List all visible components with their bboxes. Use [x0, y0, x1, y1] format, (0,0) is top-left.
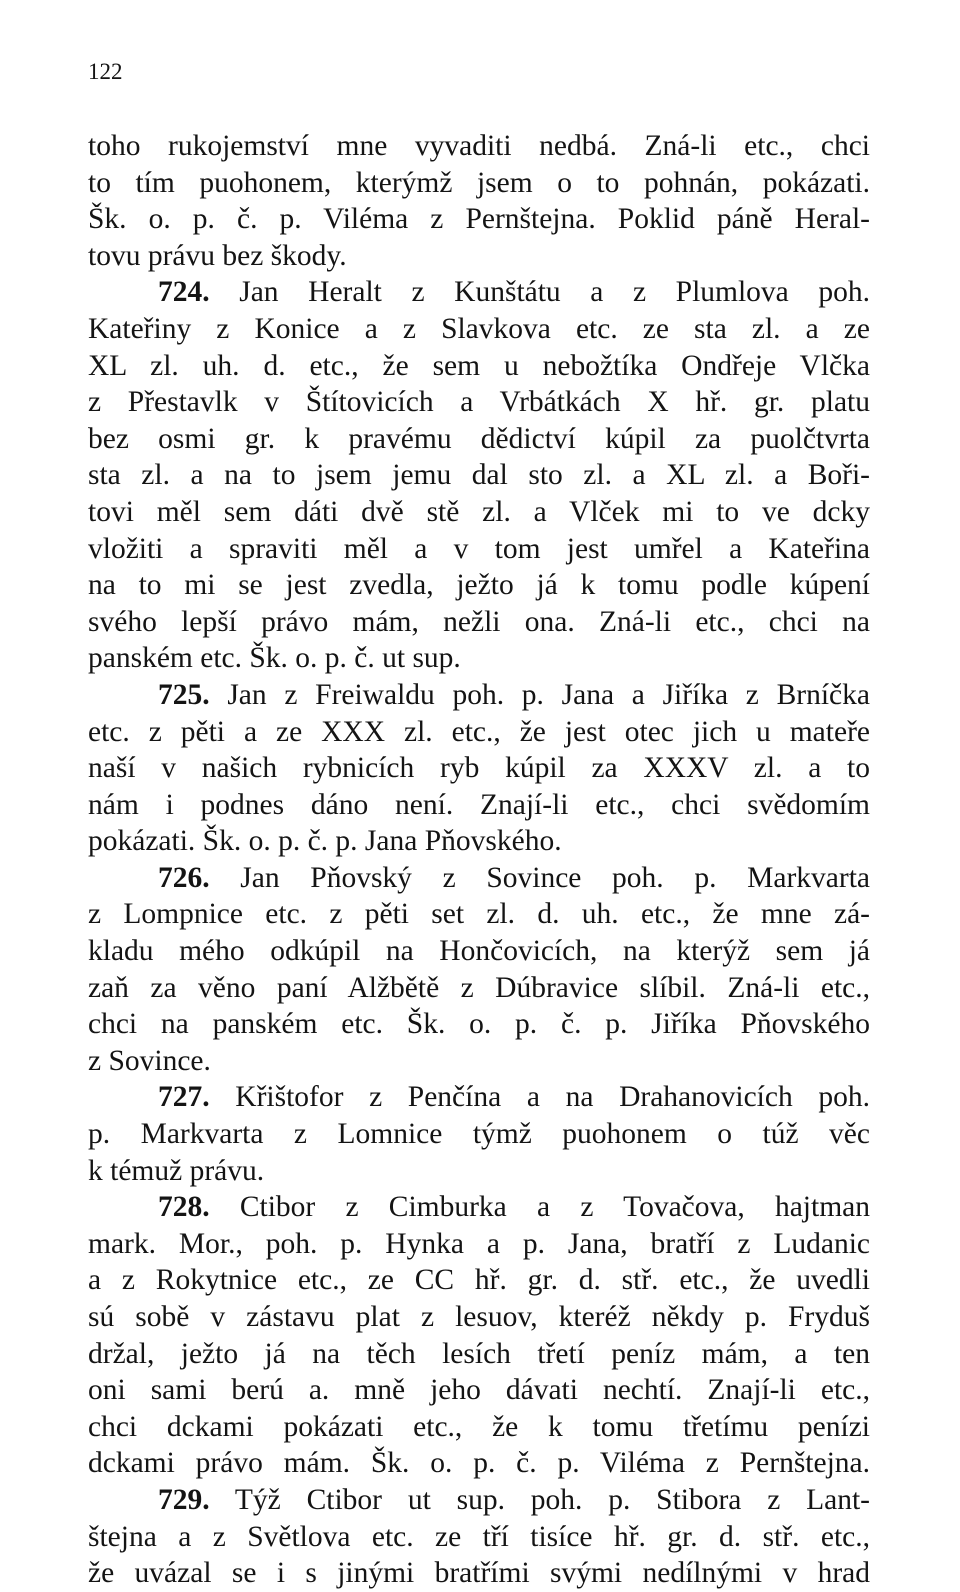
line-text: dckami právo mám. Šk. o. p. č. p. Viléma z Pernštejna.: [88, 1447, 870, 1480]
line-text: sú sobě v zástavu plat z lesuov, kteréž někdy p. Fryduš: [88, 1301, 870, 1333]
text-line: [88, 457, 870, 494]
text-line: [88, 494, 870, 531]
line-text: svého lepší právo mám, nežli ona. Zná-li etc., chci na: [88, 605, 870, 638]
line-text: Jan Heralt z Kunštátu a z Plumlova poh.: [209, 276, 870, 309]
text-line: [88, 238, 870, 275]
line-text: vložiti a spraviti měl a v tom jest umřel a Kateřina: [88, 532, 870, 565]
line-text: z Sovince.: [88, 1044, 211, 1077]
text-line: [88, 1445, 870, 1482]
text-line: [88, 1519, 870, 1556]
text-line: [88, 384, 870, 421]
line-text: pokázati. Šk. o. p. č. p. Jana Pňovského.: [88, 825, 562, 858]
line-text: Kateřiny z Konice a z Slavkova etc. ze sta zl. a ze: [88, 312, 870, 345]
line-text: Jan Pňovský z Sovince poh. p. Markvarta: [209, 861, 870, 894]
text-line: [88, 1409, 870, 1446]
line-text: Týž Ctibor ut sup. poh. p. Stibora z Lant-: [209, 1483, 870, 1516]
text-line: [88, 1372, 870, 1409]
text-line: [88, 714, 870, 751]
text-line: [88, 128, 870, 165]
line-text: a z Rokytnice etc., ze CC hř. gr. d. stř. etc., že uvedli: [88, 1264, 870, 1297]
body-text: [88, 128, 870, 1592]
line-text: Ctibor z Cimburka a z Tovačova, hajtman: [209, 1191, 870, 1224]
line-text: XL zl. uh. d. etc., že sem u nebožtíka Ondřeje Vlčka: [88, 349, 870, 382]
line-text: k témuž právu.: [88, 1154, 265, 1187]
text-line: [88, 933, 870, 970]
line-text: nám i podnes dáno není. Znají-li etc., chci svědomím: [88, 788, 870, 821]
line-text: Jan z Freiwaldu poh. p. Jana a Jiříka z Brníčka: [209, 678, 870, 711]
line-text: štejna a z Světlova etc. ze tří tisíce hř. gr. d. stř. etc.,: [88, 1520, 870, 1553]
line-text: toho rukojemství mne vyvaditi nedbá. Zná-li etc., chci: [88, 130, 870, 162]
line-text: Šk. o. p. č. p. Viléma z Pernštejna. Poklid páně Heral-: [88, 203, 870, 236]
text-line: [88, 1262, 870, 1299]
line-text: sta zl. a na to jsem jemu dal sto zl. a XL zl. a Boři-: [88, 459, 870, 492]
text-line: [88, 1226, 870, 1263]
line-text: mark. Mor., poh. p. Hynka a p. Jana, bratří z Ludanic: [88, 1227, 870, 1260]
text-line: [88, 1116, 870, 1153]
text-line: [88, 787, 870, 824]
text-line: [88, 1153, 870, 1190]
text-line: [88, 201, 870, 238]
text-line: [88, 311, 870, 348]
line-text: na to mi se jest zvedla, ježto já k tomu podle kúpení: [88, 569, 870, 602]
line-text: tovi měl sem dáti dvě stě zl. a Vlček mi to ve dcky: [88, 495, 870, 528]
line-text: z Přestavlk v Štítovicích a Vrbátkách X hř. gr. platu: [88, 386, 870, 419]
text-line: [88, 348, 870, 385]
line-text: bez osmi gr. k pravému dědictví kúpil za puolčtvrta: [88, 422, 870, 455]
line-text: zaň za věno paní Alžbětě z Dúbravice slíbil. Zná-li etc.,: [88, 971, 870, 1004]
entry-number: 726.: [158, 861, 210, 894]
text-line: [88, 896, 870, 933]
entry-start-line: [88, 677, 870, 714]
text-line: [88, 750, 870, 787]
line-text: chci na panském etc. Šk. o. p. č. p. Jiříka Pňovského: [88, 1008, 870, 1041]
text-line: [88, 970, 870, 1007]
text-line: [88, 421, 870, 458]
text-line: [88, 823, 870, 860]
entry-start-line: [88, 1189, 870, 1226]
page-number: 122: [88, 59, 123, 84]
line-text: chci dckami pokázati etc., že k tomu třetímu penízi: [88, 1410, 870, 1443]
line-text: to tím puohonem, kterýmž jsem o to pohnán, pokázati.: [88, 166, 870, 199]
text-line: [88, 1299, 870, 1336]
line-text: kladu mého odkúpil na Hončovicích, na kterýž sem já: [88, 935, 870, 968]
text-line: [88, 567, 870, 604]
line-text: z Lompnice etc. z pěti set zl. d. uh. etc., že mne zá-: [88, 898, 870, 931]
text-line: [88, 1043, 870, 1080]
line-text: p. Markvarta z Lomnice týmž puohonem o túž věc: [88, 1118, 870, 1151]
text-line: [88, 1336, 870, 1373]
entry-number: 728.: [158, 1191, 210, 1224]
entry-start-line: [88, 1482, 870, 1519]
line-text: Křištofor z Penčína a na Drahanovicích poh.: [209, 1081, 870, 1114]
entry-number: 725.: [158, 678, 210, 711]
text-line: [88, 1555, 870, 1592]
entry-number: 729.: [158, 1483, 210, 1516]
text-line: [88, 640, 870, 677]
entry-start-line: [88, 1079, 870, 1116]
line-text: oni sami berú a. mně jeho dávati nechtí. Znají-li etc.,: [88, 1374, 870, 1407]
entry-start-line: [88, 860, 870, 897]
line-text: panském etc. Šk. o. p. č. ut sup.: [88, 642, 461, 675]
line-text: etc. z pěti a ze XXX zl. etc., že jest otec jich u mateře: [88, 715, 870, 748]
line-text: tovu právu bez škody.: [88, 239, 347, 272]
line-text: že uvázal se i s jinými bratřími svými nedílnými v hrad: [88, 1557, 870, 1590]
text-line: [88, 531, 870, 568]
text-line: [88, 1006, 870, 1043]
entry-number: 724.: [158, 276, 210, 309]
entry-number: 727.: [158, 1081, 210, 1114]
line-text: naší v našich rybnicích ryb kúpil za XXXV zl. a to: [88, 752, 870, 785]
line-text: držal, ježto já na těch lesích třetí peníz mám, a ten: [88, 1337, 870, 1370]
text-line: [88, 165, 870, 202]
entry-start-line: [88, 274, 870, 311]
text-line: [88, 604, 870, 641]
